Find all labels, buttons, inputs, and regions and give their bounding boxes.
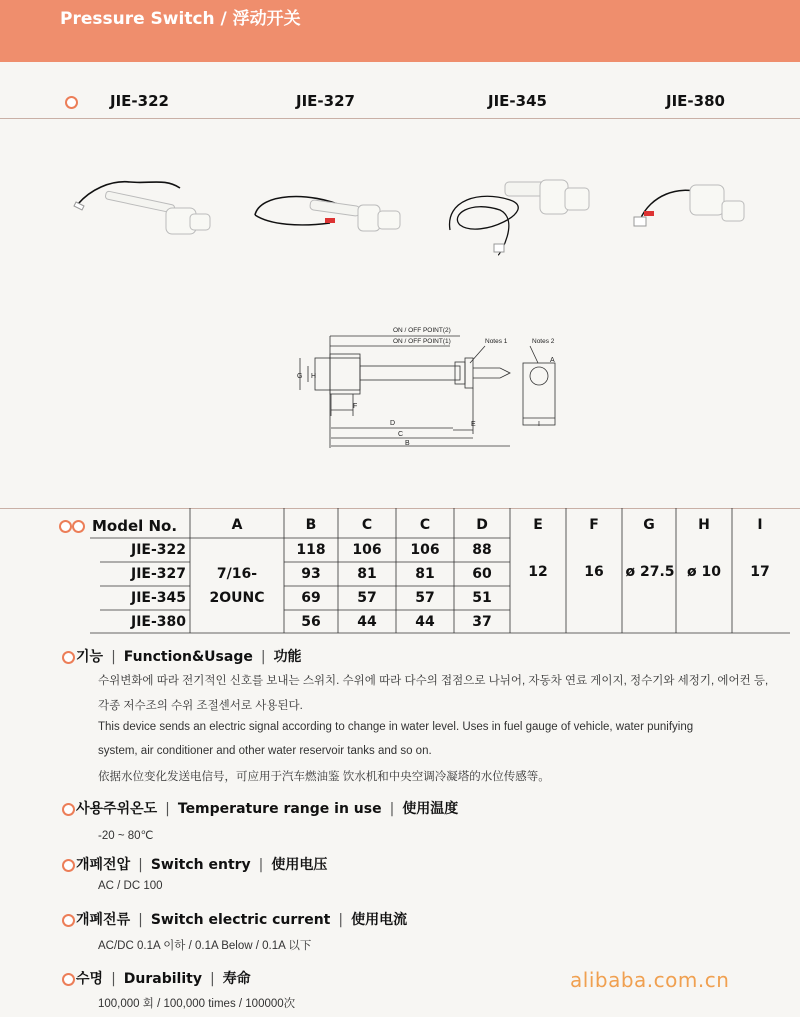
bullet-ring-icon	[62, 973, 75, 986]
cell-c: 81	[357, 566, 377, 582]
drawing-label-h: H	[311, 373, 317, 380]
section-heading-switch-current: 개폐전류 | Switch electric current | 使用电流	[76, 912, 408, 928]
switch-current-value: AC/DC 0.1A 이하 / 0.1A Below / 0.1A 以下	[98, 940, 312, 952]
heading-ko: 개페전압	[76, 857, 131, 873]
function-text-en-1: This device sends an electric signal according to change in water level. Uses in fuel gauge of vehicle, water punifying	[98, 721, 694, 733]
table-header-i: I	[757, 517, 763, 533]
header-banner	[0, 0, 800, 62]
cell-b: 93	[301, 566, 321, 582]
drawing-label-f: F	[353, 403, 358, 410]
cell-a-line1: 7/16-	[216, 566, 258, 582]
drawing-label-e: E	[471, 421, 476, 428]
heading-zh: 使用电压	[271, 857, 328, 873]
table-header-c2: C	[419, 517, 431, 533]
cell-e: 12	[528, 564, 548, 580]
drawing-label-b: B	[405, 440, 410, 447]
section-heading-durability: 수명 | Durability | 寿命	[76, 971, 251, 987]
cell-model: JIE-322	[130, 542, 186, 558]
function-text-en-2: system, air conditioner and other water reservoir tanks and so on.	[98, 745, 432, 757]
table-header-b: B	[305, 517, 317, 533]
heading-en: Switch entry	[150, 857, 251, 873]
heading-zh: 使用温度	[402, 801, 459, 817]
product-photo-jie-345	[440, 170, 600, 265]
function-text-zh: 依据水位变化发送电信号，可应用于汽车燃油鉴 饮水机和中央空调冷凝塔的水位传感等。	[98, 771, 550, 783]
product-photo-jie-322	[70, 170, 220, 250]
cell-f: 16	[584, 564, 604, 580]
cell-c2: 44	[415, 614, 435, 630]
product-photo-jie-380	[630, 175, 760, 235]
model-heading-3: JIE-345	[488, 92, 547, 110]
section-heading-function: 기능 | Function&Usage | 功能	[76, 649, 302, 665]
bullet-ring-icon	[62, 859, 75, 872]
cell-b: 69	[301, 590, 321, 606]
cell-model: JIE-327	[130, 566, 186, 582]
cell-model: JIE-345	[130, 590, 186, 606]
cell-c: 57	[357, 590, 377, 606]
bullet-ring-icon	[62, 651, 75, 664]
heading-ko: 사용주위온도	[76, 801, 158, 817]
heading-zh: 功能	[273, 649, 302, 665]
section-heading-switch-entry: 개페전압 | Switch entry | 使用电压	[76, 857, 328, 873]
durability-value: 100,000 회 / 100,000 times / 100000次	[98, 998, 296, 1010]
table-header-g: G	[643, 517, 655, 533]
bullet-ring-icon	[62, 803, 75, 816]
section-heading-temperature: 사용주위온도 | Temperature range in use | 使用温度	[76, 801, 459, 817]
heading-en: Temperature range in use	[177, 801, 382, 817]
cell-a-line2: 2OUNC	[209, 590, 265, 606]
drawing-label-notes1: Notes 1	[485, 338, 508, 345]
drawing-label-a: A	[550, 357, 555, 364]
cell-i: 17	[750, 564, 770, 580]
drawing-label-point1: ON / OFF POINT(1)	[393, 338, 451, 345]
dimension-drawing	[295, 318, 585, 458]
bullet-ring-icon	[62, 914, 75, 927]
cell-b: 118	[296, 542, 326, 558]
page-title: Pressure Switch / 浮动开关	[60, 9, 301, 29]
switch-entry-value: AC / DC 100	[98, 880, 163, 892]
model-heading-2: JIE-327	[296, 92, 355, 110]
table-header-e: E	[533, 517, 543, 533]
cell-d: 51	[472, 590, 492, 606]
cell-d: 60	[472, 566, 492, 582]
heading-zh: 寿命	[222, 971, 251, 987]
function-text-ko-1: 수위변화에 따라 전기적인 신호를 보내는 스위치. 수위에 따라 다수의 접점으로 나뉘어, 자동차 연료 게이지, 정수기와 세정기, 에어컨 등,	[98, 675, 769, 687]
cell-g: ø 27.5	[625, 564, 675, 580]
table-header-model: Model No.	[92, 517, 178, 535]
table-header-h: H	[698, 517, 710, 533]
drawing-label-notes2: Notes 2	[532, 338, 555, 345]
drawing-label-c: C	[398, 431, 404, 438]
product-photo-jie-327	[250, 185, 410, 245]
cell-c: 106	[352, 542, 382, 558]
cell-c2: 106	[410, 542, 440, 558]
heading-zh: 使用电流	[351, 912, 408, 928]
temperature-value: -20 ~ 80℃	[98, 830, 154, 842]
drawing-label-i: I	[538, 421, 540, 428]
function-text-ko-2: 각종 저수조의 수위 조절센서로 사용된다.	[98, 700, 303, 712]
divider	[0, 118, 800, 119]
cell-d: 37	[472, 614, 492, 630]
heading-ko: 개폐전류	[76, 912, 131, 928]
cell-h: ø 10	[687, 564, 721, 580]
model-heading-4: JIE-380	[666, 92, 725, 110]
drawing-label-d: D	[390, 420, 396, 427]
cell-c2: 57	[415, 590, 435, 606]
bullet-ring-icon	[65, 96, 78, 109]
table-header-d: D	[476, 517, 488, 533]
heading-en: Switch electric current	[150, 912, 331, 928]
cell-b: 56	[301, 614, 321, 630]
heading-en: Durability	[123, 971, 202, 987]
model-heading-1: JIE-322	[110, 92, 169, 110]
heading-en: Function&Usage	[123, 649, 253, 665]
table-header-a: A	[231, 517, 243, 533]
drawing-label-point2: ON / OFF POINT(2)	[393, 327, 451, 334]
drawing-label-g: G	[297, 373, 303, 380]
heading-ko: 기능	[76, 649, 104, 665]
cell-d: 88	[472, 542, 492, 558]
cell-c: 44	[357, 614, 377, 630]
heading-ko: 수명	[76, 971, 104, 987]
watermark-text: alibaba.com.cn	[570, 968, 730, 992]
table-header-c: C	[361, 517, 373, 533]
cell-c2: 81	[415, 566, 435, 582]
table-header-f: F	[589, 517, 599, 533]
cell-model: JIE-380	[130, 614, 186, 630]
